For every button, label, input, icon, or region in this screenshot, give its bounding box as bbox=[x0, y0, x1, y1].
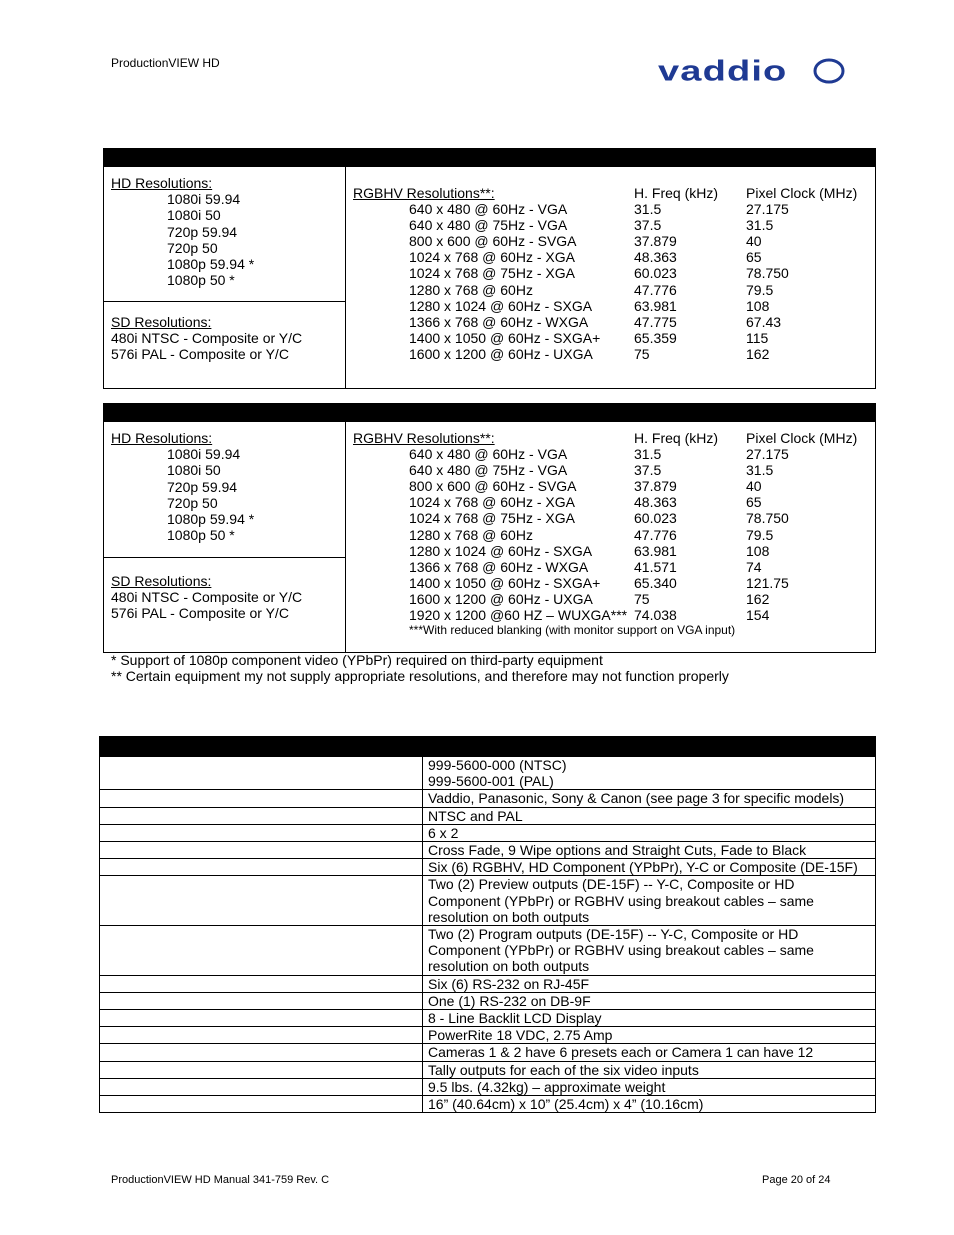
spec-label-cell bbox=[100, 975, 423, 992]
table-row bbox=[353, 249, 876, 265]
input-resolution-table bbox=[103, 148, 876, 389]
spec-label-cell bbox=[100, 992, 423, 1009]
sd-heading: SD Resolutions: bbox=[111, 314, 212, 330]
pixel-clock: 78.750 bbox=[746, 510, 789, 527]
hfreq: 37.879 bbox=[634, 233, 677, 250]
hfreq: 31.5 bbox=[634, 446, 662, 463]
spec-value-cell: Vaddio, Panasonic, Sony & Canon (see page 3 for specific models) bbox=[423, 790, 876, 807]
pixel-clock: 31.5 bbox=[746, 217, 774, 234]
pixel-clock: 40 bbox=[746, 233, 762, 250]
spec-value-cell: Tally outputs for each of the six video inputs bbox=[423, 1061, 876, 1078]
table-row bbox=[353, 446, 876, 462]
reduced-blanking-note: ***With reduced blanking (with monitor support on VGA input) bbox=[409, 623, 736, 638]
table-row bbox=[353, 478, 876, 494]
hfreq: 75 bbox=[634, 590, 650, 607]
vaddio-logo bbox=[658, 54, 854, 93]
spec-value-cell: NTSC and PAL bbox=[423, 807, 876, 824]
hd-item: 1080p 50 * bbox=[167, 272, 235, 289]
spec-label-cell bbox=[100, 926, 423, 976]
table-row bbox=[100, 824, 876, 841]
resolution: 1366 x 768 @ 60Hz - WXGA bbox=[409, 558, 589, 575]
table-row bbox=[100, 876, 876, 926]
spec-value-cell: Two (2) Preview outputs (DE-15F) -- Y-C, Composite or HD Component (YPbPr) or RGBHV using breakout cables – same resolution on both outputs bbox=[423, 876, 876, 926]
spec-label-cell bbox=[100, 824, 423, 841]
table-row bbox=[353, 298, 876, 314]
footnotes bbox=[111, 652, 729, 684]
pixel-clock: 27.175 bbox=[746, 446, 789, 463]
pixel-clock: 40 bbox=[746, 478, 762, 495]
sd-heading: SD Resolutions: bbox=[111, 573, 212, 589]
spec-value-cell: 6 x 2 bbox=[423, 824, 876, 841]
table-row bbox=[353, 607, 876, 623]
resolution: 1366 x 768 @ 60Hz - WXGA bbox=[409, 313, 589, 330]
sd-item: 576i PAL - Composite or Y/C bbox=[111, 605, 289, 622]
table-row bbox=[353, 265, 876, 281]
spec-value-cell: 999-5600-000 (NTSC) 999-5600-001 (PAL) bbox=[423, 757, 876, 790]
resolution: 1600 x 1200 @ 60Hz - UXGA bbox=[409, 345, 593, 362]
table-row bbox=[100, 807, 876, 824]
table-row bbox=[100, 975, 876, 992]
spec-value-cell: One (1) RS-232 on DB-9F bbox=[423, 992, 876, 1009]
table-row bbox=[100, 926, 876, 976]
sd-item: 576i PAL - Composite or Y/C bbox=[111, 346, 289, 363]
pixel-clock: 121.75 bbox=[746, 574, 789, 591]
rgbhv-list bbox=[353, 185, 876, 362]
hfreq: 37.879 bbox=[634, 478, 677, 495]
hfreq: 63.981 bbox=[634, 542, 677, 559]
resolution: 1920 x 1200 @60 HZ – WUXGA*** bbox=[409, 607, 628, 624]
footer-page-number: Page 20 of 24 bbox=[762, 1174, 831, 1186]
spec-label-cell bbox=[100, 1010, 423, 1027]
table-row bbox=[353, 559, 876, 575]
specifications-table bbox=[99, 736, 876, 1113]
resolution: 1280 x 1024 @ 60Hz - SXGA bbox=[409, 542, 593, 559]
resolution: 640 x 480 @ 75Hz - VGA bbox=[409, 217, 568, 234]
spec-value-cell: 16” (40.64cm) x 10” (25.4cm) x 4” (10.16cm) bbox=[423, 1096, 876, 1113]
table-header-bar bbox=[104, 404, 875, 422]
spec-label-cell bbox=[100, 1078, 423, 1095]
spec-value-cell: Six (6) RS-232 on RJ-45F bbox=[423, 975, 876, 992]
resolution: 1024 x 768 @ 60Hz - XGA bbox=[409, 249, 575, 266]
hfreq: 74.038 bbox=[634, 607, 677, 624]
spec-label-cell bbox=[100, 842, 423, 859]
spec-value-cell: Cross Fade, 9 Wipe options and Straight Cuts, Fade to Black bbox=[423, 842, 876, 859]
pixel-clock: 115 bbox=[746, 329, 769, 346]
spec-value-cell: 9.5 lbs. (4.32kg) – approximate weight bbox=[423, 1078, 876, 1095]
pixel-clock: 27.175 bbox=[746, 201, 789, 218]
hfreq: 37.5 bbox=[634, 217, 662, 234]
resolution: 800 x 600 @ 60Hz - SVGA bbox=[409, 233, 577, 250]
hd-item: 720p 50 bbox=[167, 494, 218, 511]
pixel-clock: 154 bbox=[746, 607, 770, 624]
table-row bbox=[353, 233, 876, 249]
hd-item: 1080i 59.94 bbox=[167, 191, 241, 208]
resolution: 640 x 480 @ 60Hz - VGA bbox=[409, 446, 568, 463]
table-row bbox=[353, 494, 876, 510]
hd-item: 720p 59.94 bbox=[167, 478, 238, 495]
spec-label-cell bbox=[100, 757, 423, 790]
footer-manual-id: ProductionVIEW HD Manual 341-759 Rev. C bbox=[111, 1174, 330, 1186]
table-row bbox=[353, 314, 876, 330]
hfreq: 63.981 bbox=[634, 297, 677, 314]
hfreq: 48.363 bbox=[634, 494, 677, 511]
pixel-clock: 67.43 bbox=[746, 313, 782, 330]
table-row bbox=[100, 1061, 876, 1078]
pixel-clock: 108 bbox=[746, 542, 770, 559]
hfreq: 47.776 bbox=[634, 281, 677, 298]
resolution: 1400 x 1050 @ 60Hz - SXGA+ bbox=[409, 329, 601, 346]
table-row bbox=[100, 859, 876, 876]
table-row bbox=[353, 510, 876, 526]
table-row bbox=[100, 1027, 876, 1044]
spec-value-cell: PowerRite 18 VDC, 2.75 Amp bbox=[423, 1027, 876, 1044]
pixel-clock: 162 bbox=[746, 590, 770, 607]
hd-item: 1080i 50 bbox=[167, 462, 221, 479]
hd-item: 1080p 50 * bbox=[167, 527, 235, 544]
table-row bbox=[100, 1010, 876, 1027]
hfreq: 31.5 bbox=[634, 201, 662, 218]
table-header-bar bbox=[100, 737, 876, 757]
resolution: 640 x 480 @ 60Hz - VGA bbox=[409, 201, 568, 218]
hfreq: 65.359 bbox=[634, 329, 677, 346]
table-row bbox=[100, 1044, 876, 1061]
hfreq: 37.5 bbox=[634, 462, 662, 479]
spec-label-cell bbox=[100, 876, 423, 926]
hd-resolutions-box bbox=[104, 167, 346, 302]
output-resolution-table bbox=[103, 403, 876, 653]
rgbhv-heading: RGBHV Resolutions**: bbox=[353, 430, 495, 446]
hd-item: 720p 59.94 bbox=[167, 223, 238, 240]
col-pixel-clock: Pixel Clock (MHz) bbox=[746, 185, 858, 201]
spec-value-cell: Two (2) Program outputs (DE-15F) -- Y-C, Composite or HD Component (YPbPr) or RGBHV using breakout cables – same resolution on both outputs bbox=[423, 926, 876, 976]
pixel-clock: 79.5 bbox=[746, 281, 774, 298]
pixel-clock: 108 bbox=[746, 297, 770, 314]
table-row bbox=[353, 543, 876, 559]
resolution: 800 x 600 @ 60Hz - SVGA bbox=[409, 478, 577, 495]
table-row bbox=[100, 1096, 876, 1113]
spec-label-cell bbox=[100, 1027, 423, 1044]
sd-item: 480i NTSC - Composite or Y/C bbox=[111, 330, 303, 347]
hfreq: 48.363 bbox=[634, 249, 677, 266]
table-row bbox=[353, 527, 876, 543]
spec-value-cell: Six (6) RGBHV, HD Component (YPbPr), Y-C or Composite (DE-15F) bbox=[423, 859, 876, 876]
spec-value-cell: 8 - Line Backlit LCD Display bbox=[423, 1010, 876, 1027]
table-row bbox=[353, 330, 876, 346]
svg-text:vaddio: vaddio bbox=[658, 54, 788, 88]
footnote: * Support of 1080p component video (YPbPr) required on third-party equipment bbox=[111, 652, 603, 668]
pixel-clock: 74 bbox=[746, 558, 762, 575]
spec-label-cell bbox=[100, 807, 423, 824]
hd-item: 1080i 50 bbox=[167, 207, 221, 224]
pixel-clock: 31.5 bbox=[746, 462, 774, 479]
spec-label-cell bbox=[100, 790, 423, 807]
spec-value-cell: Cameras 1 & 2 have 6 presets each or Camera 1 can have 12 bbox=[423, 1044, 876, 1061]
table-row bbox=[353, 591, 876, 607]
table-header-bar bbox=[104, 149, 875, 167]
table-row bbox=[353, 282, 876, 298]
spec-label-cell bbox=[100, 1044, 423, 1061]
hd-item: 1080p 59.94 * bbox=[167, 511, 255, 528]
table-row bbox=[100, 992, 876, 1009]
hd-heading: HD Resolutions: bbox=[111, 175, 213, 191]
rgbhv-heading: RGBHV Resolutions**: bbox=[353, 185, 495, 201]
resolution: 1280 x 1024 @ 60Hz - SXGA bbox=[409, 297, 593, 314]
table-row bbox=[353, 201, 876, 217]
table-row bbox=[100, 757, 876, 790]
pixel-clock: 79.5 bbox=[746, 526, 774, 543]
resolution: 1024 x 768 @ 75Hz - XGA bbox=[409, 265, 575, 282]
hfreq: 60.023 bbox=[634, 265, 677, 282]
table-row bbox=[100, 1078, 876, 1095]
sd-item: 480i NTSC - Composite or Y/C bbox=[111, 589, 303, 606]
hd-item: 720p 50 bbox=[167, 239, 218, 256]
hfreq: 47.775 bbox=[634, 313, 677, 330]
resolution: 1024 x 768 @ 60Hz - XGA bbox=[409, 494, 575, 511]
pixel-clock: 78.750 bbox=[746, 265, 789, 282]
sd-resolutions-box bbox=[104, 314, 353, 363]
table-row bbox=[353, 575, 876, 591]
sd-resolutions-box bbox=[104, 573, 353, 622]
table-row bbox=[353, 462, 876, 478]
rgbhv-list bbox=[353, 430, 876, 637]
hfreq: 60.023 bbox=[634, 510, 677, 527]
table-row bbox=[353, 346, 876, 362]
table-row bbox=[100, 842, 876, 859]
resolution: 1400 x 1050 @ 60Hz - SXGA+ bbox=[409, 574, 601, 591]
spec-label-cell bbox=[100, 1061, 423, 1078]
table-row bbox=[353, 217, 876, 233]
hfreq: 65.340 bbox=[634, 574, 677, 591]
col-hfreq: H. Freq (kHz) bbox=[634, 185, 718, 201]
resolution: 1280 x 768 @ 60Hz bbox=[409, 526, 533, 543]
resolution: 1024 x 768 @ 75Hz - XGA bbox=[409, 510, 575, 527]
hfreq: 41.571 bbox=[634, 558, 677, 575]
hd-item: 1080p 59.94 * bbox=[167, 256, 255, 273]
hd-item: 1080i 59.94 bbox=[167, 446, 241, 463]
col-hfreq: H. Freq (kHz) bbox=[634, 430, 718, 446]
hd-heading: HD Resolutions: bbox=[111, 430, 213, 446]
col-pixel-clock: Pixel Clock (MHz) bbox=[746, 430, 858, 446]
resolution: 1600 x 1200 @ 60Hz - UXGA bbox=[409, 590, 593, 607]
hfreq: 75 bbox=[634, 345, 650, 362]
spec-label-cell bbox=[100, 859, 423, 876]
table-row bbox=[100, 790, 876, 807]
pixel-clock: 65 bbox=[746, 249, 762, 266]
spec-label-cell bbox=[100, 1096, 423, 1113]
document-header: ProductionVIEW HD bbox=[111, 56, 220, 70]
resolution: 1280 x 768 @ 60Hz bbox=[409, 281, 533, 298]
pixel-clock: 162 bbox=[746, 345, 770, 362]
hfreq: 47.776 bbox=[634, 526, 677, 543]
footnote: ** Certain equipment my not supply appropriate resolutions, and therefore may not function properly bbox=[111, 668, 729, 685]
resolution: 640 x 480 @ 75Hz - VGA bbox=[409, 462, 568, 479]
hd-resolutions-box bbox=[104, 422, 346, 558]
pixel-clock: 65 bbox=[746, 494, 762, 511]
